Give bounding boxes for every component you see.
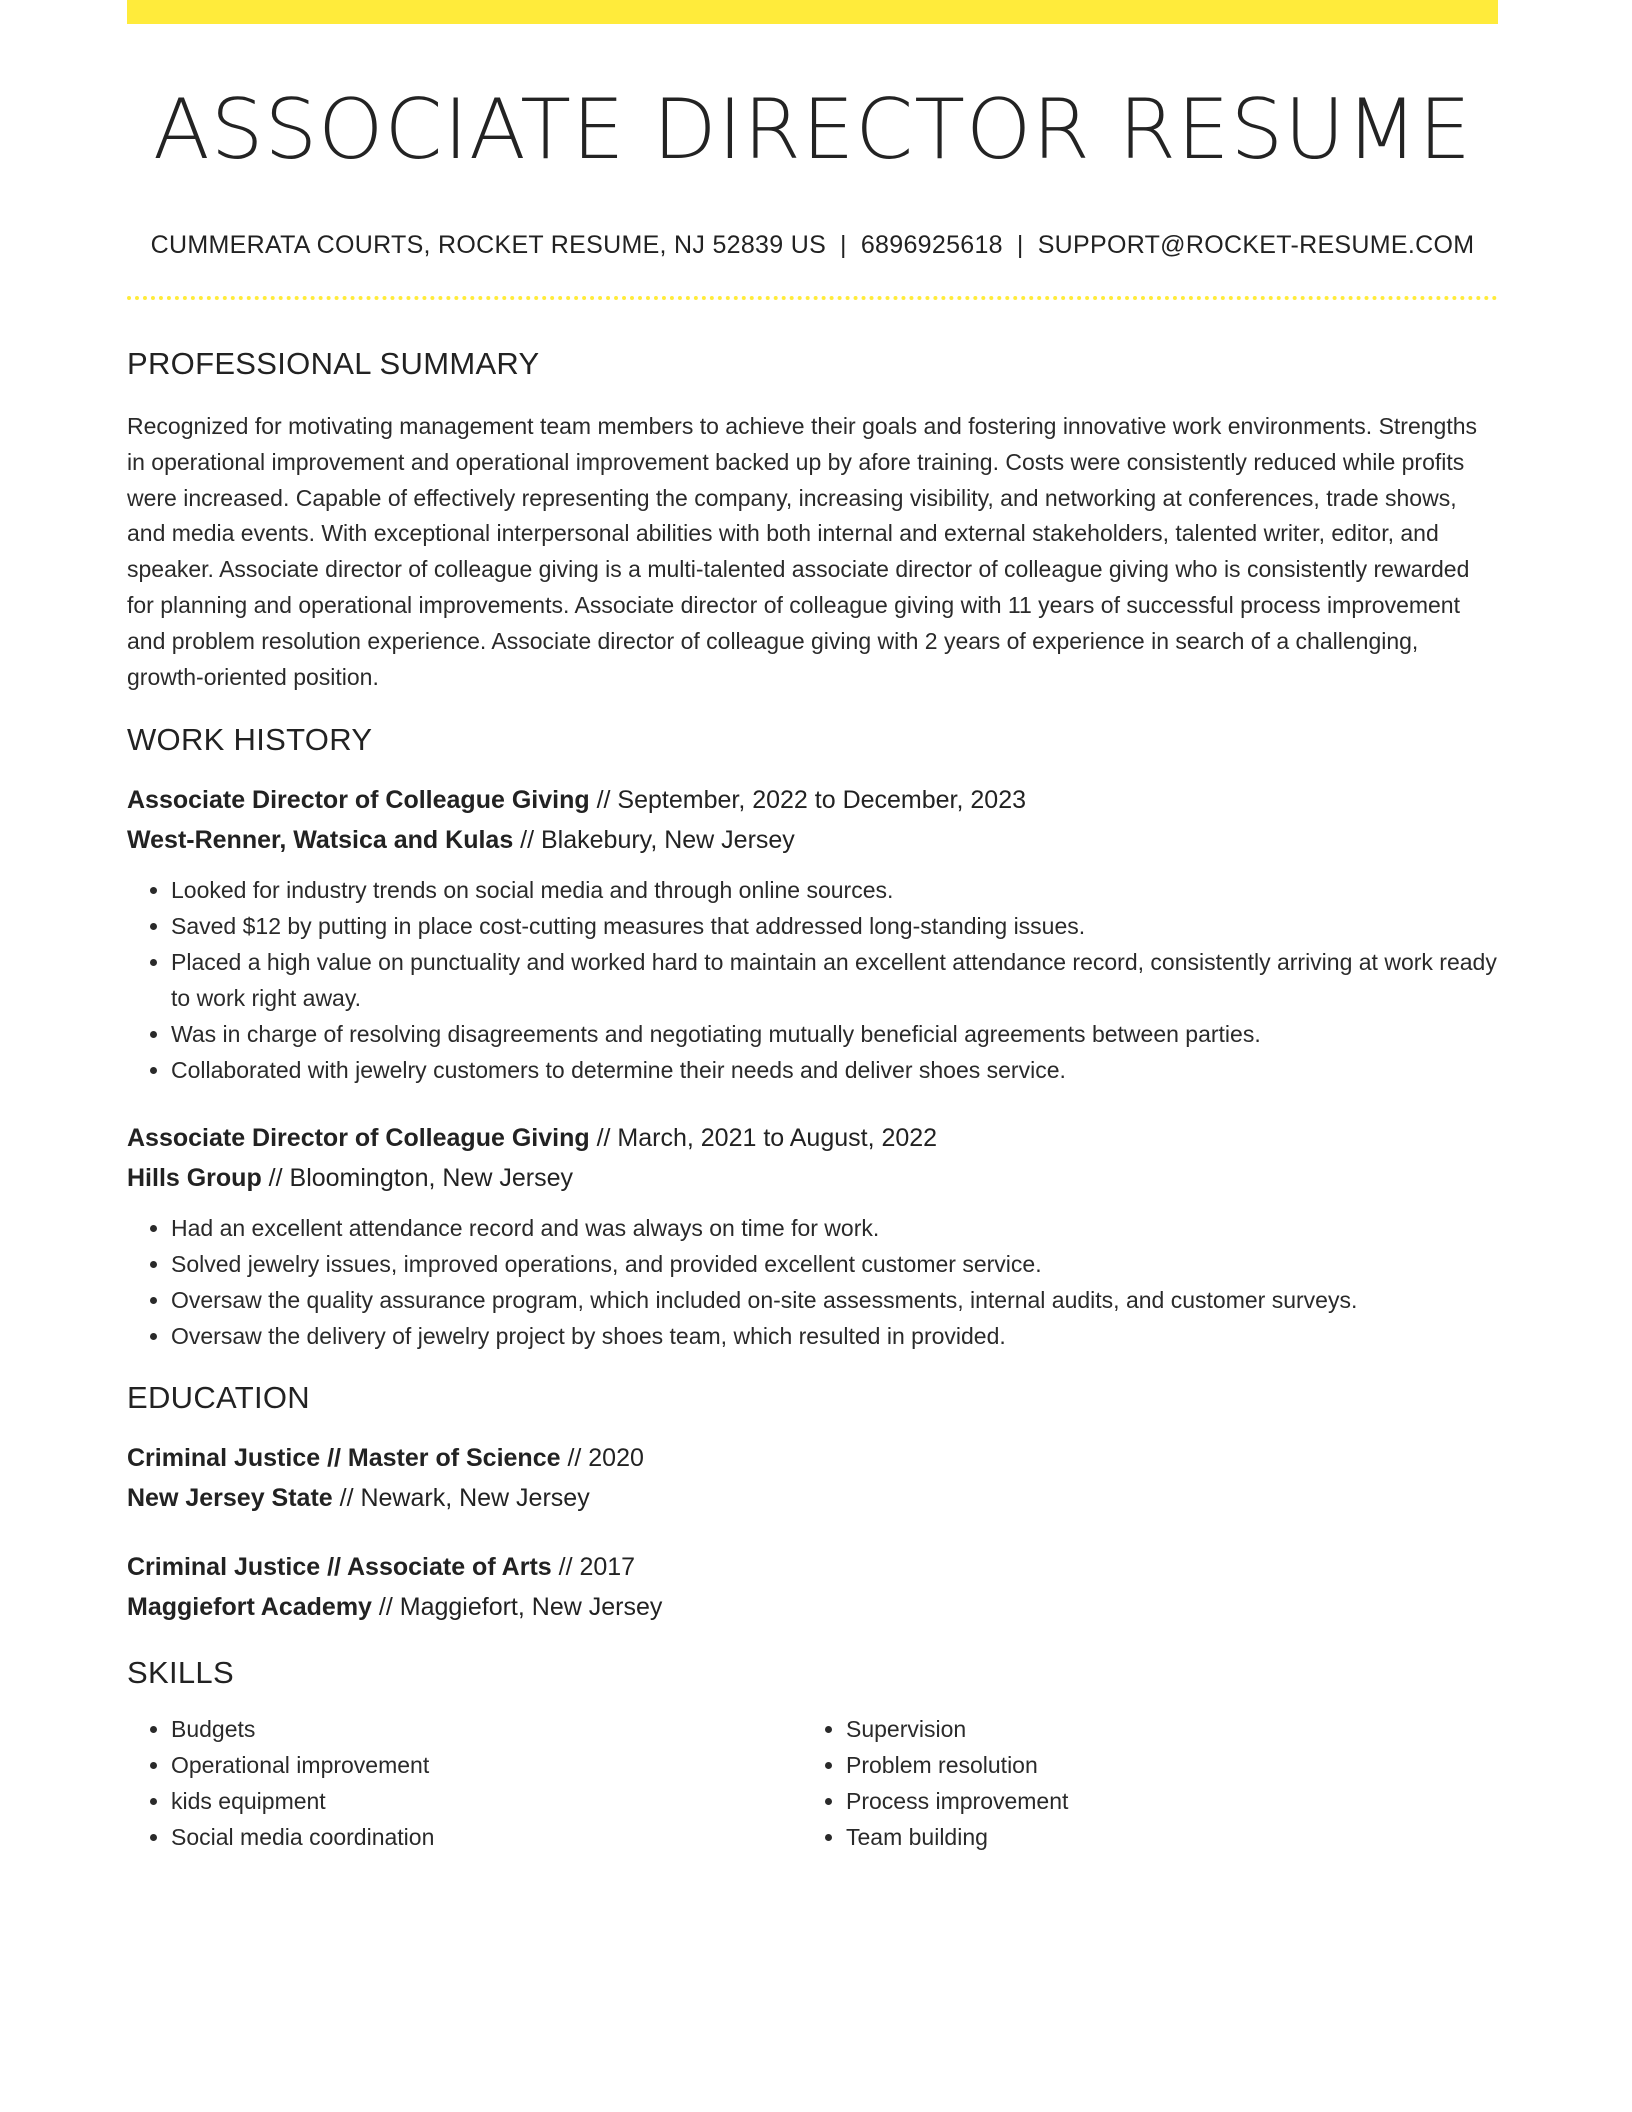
skill-item: • Process improvement bbox=[846, 1783, 1477, 1819]
summary-text: Recognized for motivating management team members to achieve their goals and fostering innovative work environments. Strengths in operational improvement and operational improvement backed up by afore training. Costs were consistently reduced while profits were increased. Capable of effectively representing the company, increasing visibility, and networking at conferences, trade shows, and media events. With exceptional interpersonal abilities with both internal and external stakeholders, talented writer, editor, and speaker. Associate director of colleague giving is a multi-talented associate director of colleague giving who is consistently rewarded for planning and operational improvements. Associate director of colleague giving with 11 years of successful process improvement and problem resolution experience. Associate director of colleague giving with 2 years of experience in search of a challenging, growth-oriented position. bbox=[127, 413, 1478, 690]
education-degree-line bbox=[127, 1547, 1498, 1587]
job-bullet: • Was in charge of resolving disagreements and negotiating mutually beneficial agreements between parties. bbox=[171, 1016, 1498, 1052]
skill-item: • Operational improvement bbox=[171, 1747, 802, 1783]
education-school-line bbox=[127, 1478, 1498, 1518]
work-history-heading: WORK HISTORY bbox=[127, 722, 373, 758]
education-degree-line bbox=[127, 1438, 1498, 1478]
job-dates: // March, 2021 to August, 2022 bbox=[589, 1124, 938, 1153]
job-bullet: • Placed a high value on punctuality and worked hard to maintain an excellent attendance record, consistently arriving at work ready to work right away. bbox=[171, 944, 1498, 1016]
contact-email: SUPPORT@ROCKET-RESUME.COM bbox=[1037, 231, 1475, 259]
job-company-line bbox=[127, 1158, 1498, 1198]
education-entry bbox=[127, 1438, 1498, 1518]
skills-right-list bbox=[802, 1711, 1477, 1855]
job-bullets bbox=[127, 1210, 1498, 1354]
job-location: // Bloomington, New Jersey bbox=[261, 1164, 573, 1193]
summary-heading: PROFESSIONAL SUMMARY bbox=[127, 346, 540, 381]
job-title-line bbox=[127, 1118, 1498, 1158]
job-bullet: • Had an excellent attendance record and was always on time for work. bbox=[171, 1210, 1498, 1246]
job-location: // Blakebury, New Jersey bbox=[513, 826, 795, 855]
skills-left-list bbox=[127, 1711, 802, 1855]
skill-item: • Social media coordination bbox=[171, 1819, 802, 1855]
job-company: West-Renner, Watsica and Kulas bbox=[127, 826, 514, 855]
job-title-line bbox=[127, 780, 1498, 820]
job-title: Associate Director of Colleague Giving bbox=[127, 1124, 590, 1153]
job-company-line bbox=[127, 820, 1498, 860]
job-bullet: • Collaborated with jewelry customers to determine their needs and deliver shoes service. bbox=[171, 1052, 1498, 1088]
education-school: New Jersey State bbox=[127, 1484, 333, 1513]
dotted-divider bbox=[127, 296, 1498, 300]
job-entry bbox=[127, 780, 1498, 1088]
skills-columns bbox=[127, 1711, 1498, 1855]
education-location: // Newark, New Jersey bbox=[332, 1484, 590, 1513]
skills-heading: SKILLS bbox=[127, 1655, 234, 1691]
skill-item: • kids equipment bbox=[171, 1783, 802, 1819]
education-degree: Criminal Justice // Associate of Arts bbox=[127, 1553, 552, 1582]
job-bullets bbox=[127, 872, 1498, 1088]
job-bullet: • Saved $12 by putting in place cost-cutting measures that addressed long-standing issues. bbox=[171, 908, 1498, 944]
contact-separator: | bbox=[840, 231, 847, 259]
resume-title: ASSOCIATE DIRECTOR RESUME bbox=[153, 81, 1472, 178]
skill-item: • Budgets bbox=[171, 1711, 802, 1747]
job-bullet: • Oversaw the delivery of jewelry project by shoes team, which resulted in provided. bbox=[171, 1318, 1498, 1354]
skill-item: • Problem resolution bbox=[846, 1747, 1477, 1783]
contact-address: CUMMERATA COURTS, ROCKET RESUME, NJ 52839 US bbox=[150, 231, 827, 259]
education-school: Maggiefort Academy bbox=[127, 1593, 372, 1622]
job-title: Associate Director of Colleague Giving bbox=[127, 786, 590, 815]
resume-content bbox=[127, 0, 1498, 1855]
job-bullet: • Oversaw the quality assurance program, which included on-site assessments, internal audits, and customer surveys. bbox=[171, 1282, 1498, 1318]
contact-phone: 6896925618 bbox=[860, 231, 1003, 259]
job-company: Hills Group bbox=[127, 1164, 262, 1193]
job-entry bbox=[127, 1118, 1498, 1354]
contact-separator: | bbox=[1016, 231, 1024, 259]
education-degree: Criminal Justice // Master of Science bbox=[127, 1444, 561, 1473]
education-heading: EDUCATION bbox=[127, 1380, 310, 1416]
education-year: // 2017 bbox=[551, 1553, 636, 1582]
skill-item: • Team building bbox=[846, 1819, 1477, 1855]
education-location: // Maggiefort, New Jersey bbox=[371, 1593, 663, 1622]
education-year: // 2020 bbox=[560, 1444, 644, 1473]
job-dates: // September, 2022 to December, 2023 bbox=[589, 786, 1027, 815]
education-entry bbox=[127, 1547, 1498, 1627]
education-school-line bbox=[127, 1587, 1498, 1627]
job-bullet: • Looked for industry trends on social media and through online sources. bbox=[171, 872, 1498, 908]
contact-line bbox=[127, 230, 1498, 260]
job-bullet: • Solved jewelry issues, improved operations, and provided excellent customer service. bbox=[171, 1246, 1498, 1282]
skill-item: • Supervision bbox=[846, 1711, 1477, 1747]
